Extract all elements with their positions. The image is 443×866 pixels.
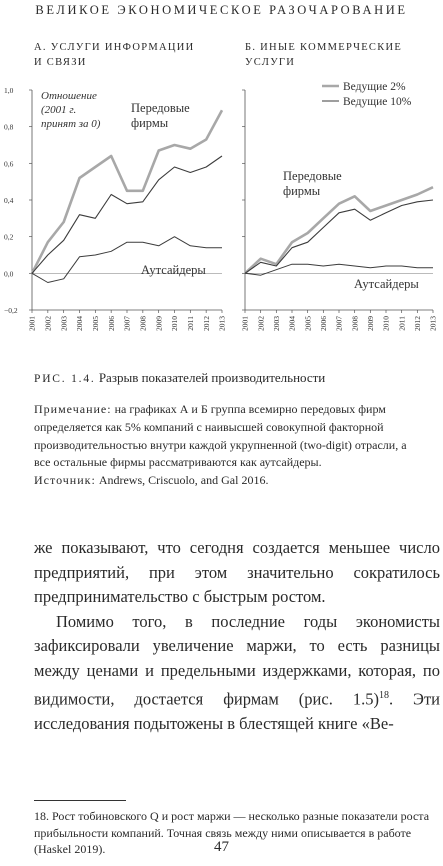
panel-b-title [245, 40, 402, 70]
panel-a-leaders-label: Передовые [131, 101, 190, 115]
panel-a-leaders-label: фирмы [131, 116, 169, 130]
x-tick-label: 2001 [27, 316, 37, 331]
body-paragraph-2-text: Помимо того, в последние годы экономисты зафиксировали увеличение маржи, то есть разницы между ценами и предельными издержками, которая, по видимости, достается фирмам (рис. 1.5) [34, 611, 440, 709]
note-text: на графиках А и Б группа всемирно передовых фирм определяется как 5% компаний с наивысшей совокупной факторной производительностью внутри каждой укрупненной (two-digit) отрасли, а все остальные фирмы рассматриваются как аутсайдеры. [34, 402, 407, 470]
legend-entry: Ведущие 10% [343, 96, 412, 108]
figure-caption-text: Разрыв показателей производительности [98, 370, 326, 385]
x-tick-label: 2009 [154, 316, 164, 331]
legend-entry: Ведущие 2% [343, 81, 406, 93]
panel-b-leaders-label: Передовые [283, 169, 342, 183]
panel-a-title [34, 40, 195, 70]
x-tick-label: 2011 [186, 316, 196, 331]
y-tick-label: 1,0 [4, 86, 14, 95]
x-tick-label: 2006 [319, 316, 329, 331]
y-tick-label: 0,6 [4, 159, 14, 169]
y-tick-label: 0,8 [4, 122, 14, 132]
footnote: 18. Рост тобиновского Q и рост маржи — несколько разные показатели роста прибыльности компаний. Точная связь между ними описывается в работе (Haskel 2019). [34, 809, 430, 856]
panel-a-annotation: (2001 г. [41, 104, 77, 116]
panel-a-series-0-line [32, 110, 222, 273]
panel-a-series-1-line [32, 156, 222, 273]
x-tick-label: 2004 [75, 316, 85, 331]
x-tick-label: 2007 [122, 316, 132, 331]
x-tick-label: 2010 [170, 316, 180, 331]
x-tick-label: 2003 [272, 316, 282, 331]
panel-b-series-0-line [245, 187, 433, 273]
x-tick-label: 2011 [397, 316, 407, 331]
page-number: 47 [214, 839, 229, 855]
x-tick-label: 2013 [428, 316, 438, 331]
panel-a-title-line2: И СВЯЗИ [34, 57, 87, 68]
panel-b-title-line2: УСЛУГИ [245, 57, 296, 68]
x-tick-label: 2009 [366, 316, 376, 331]
source-text: Andrews, Criscuolo, and Gal 2016. [98, 473, 269, 488]
x-tick-label: 2002 [256, 316, 266, 331]
body-paragraph-2 [34, 610, 440, 736]
x-tick-label: 2006 [106, 316, 116, 331]
panel-a-title-line1: А. УСЛУГИ ИНФОРМАЦИИ [34, 42, 195, 53]
y-tick-label: 0,2 [4, 232, 14, 242]
footnote-rule [34, 800, 126, 801]
x-tick-label: 2005 [91, 316, 101, 331]
y-tick-label: 0,4 [4, 196, 14, 205]
y-tick-label: −0,2 [4, 306, 18, 315]
panel-b-laggards-label: Аутсайдеры [354, 277, 419, 291]
x-tick-label: 2001 [240, 316, 250, 331]
running-head: ВЕЛИКОЕ ЭКОНОМИЧЕСКОЕ РАЗОЧАРОВАНИЕ [35, 3, 408, 17]
panel-b-title-line1: Б. ИНЫЕ КОММЕРЧЕСКИЕ [245, 42, 403, 53]
x-tick-label: 2013 [217, 316, 227, 331]
figure-charts [0, 75, 443, 365]
panel-b-leaders-label: фирмы [283, 184, 321, 198]
figure-number: РИС. 1.4. [34, 373, 96, 385]
x-tick-label: 2012 [201, 316, 211, 331]
body-paragraph-1: же показывают, что сегодня создается меньшее число предприятий, при этом значительно сократилось предпринимательство с быстрым ростом. [34, 538, 440, 607]
figure-note [34, 401, 409, 490]
panel-a-annotation: принят за 0) [41, 118, 101, 130]
panel-a-laggards-label: Аутсайдеры [141, 263, 206, 277]
note-paragraph [34, 401, 409, 472]
x-tick-label: 2004 [287, 316, 297, 331]
x-tick-label: 2012 [413, 316, 423, 331]
y-tick-label: 0,0 [4, 269, 14, 279]
x-tick-label: 2003 [59, 316, 69, 331]
source-line [34, 472, 409, 490]
x-tick-label: 2010 [381, 316, 391, 331]
body-paragraph-2-end: . Эти исследования подытожены в блестящей книге «Ве- [34, 689, 440, 733]
x-tick-label: 2008 [350, 316, 360, 331]
panel-a-annotation: Отношение [41, 90, 97, 102]
source-label: Источник: [34, 473, 96, 488]
figure-caption [34, 370, 325, 386]
body-text [34, 536, 440, 736]
footnote-reference: 18 [378, 689, 389, 701]
note-label: Примечание: [34, 402, 112, 416]
x-tick-label: 2008 [138, 316, 148, 331]
x-tick-label: 2002 [43, 316, 53, 331]
x-tick-label: 2005 [303, 316, 313, 331]
x-tick-label: 2007 [334, 316, 344, 331]
